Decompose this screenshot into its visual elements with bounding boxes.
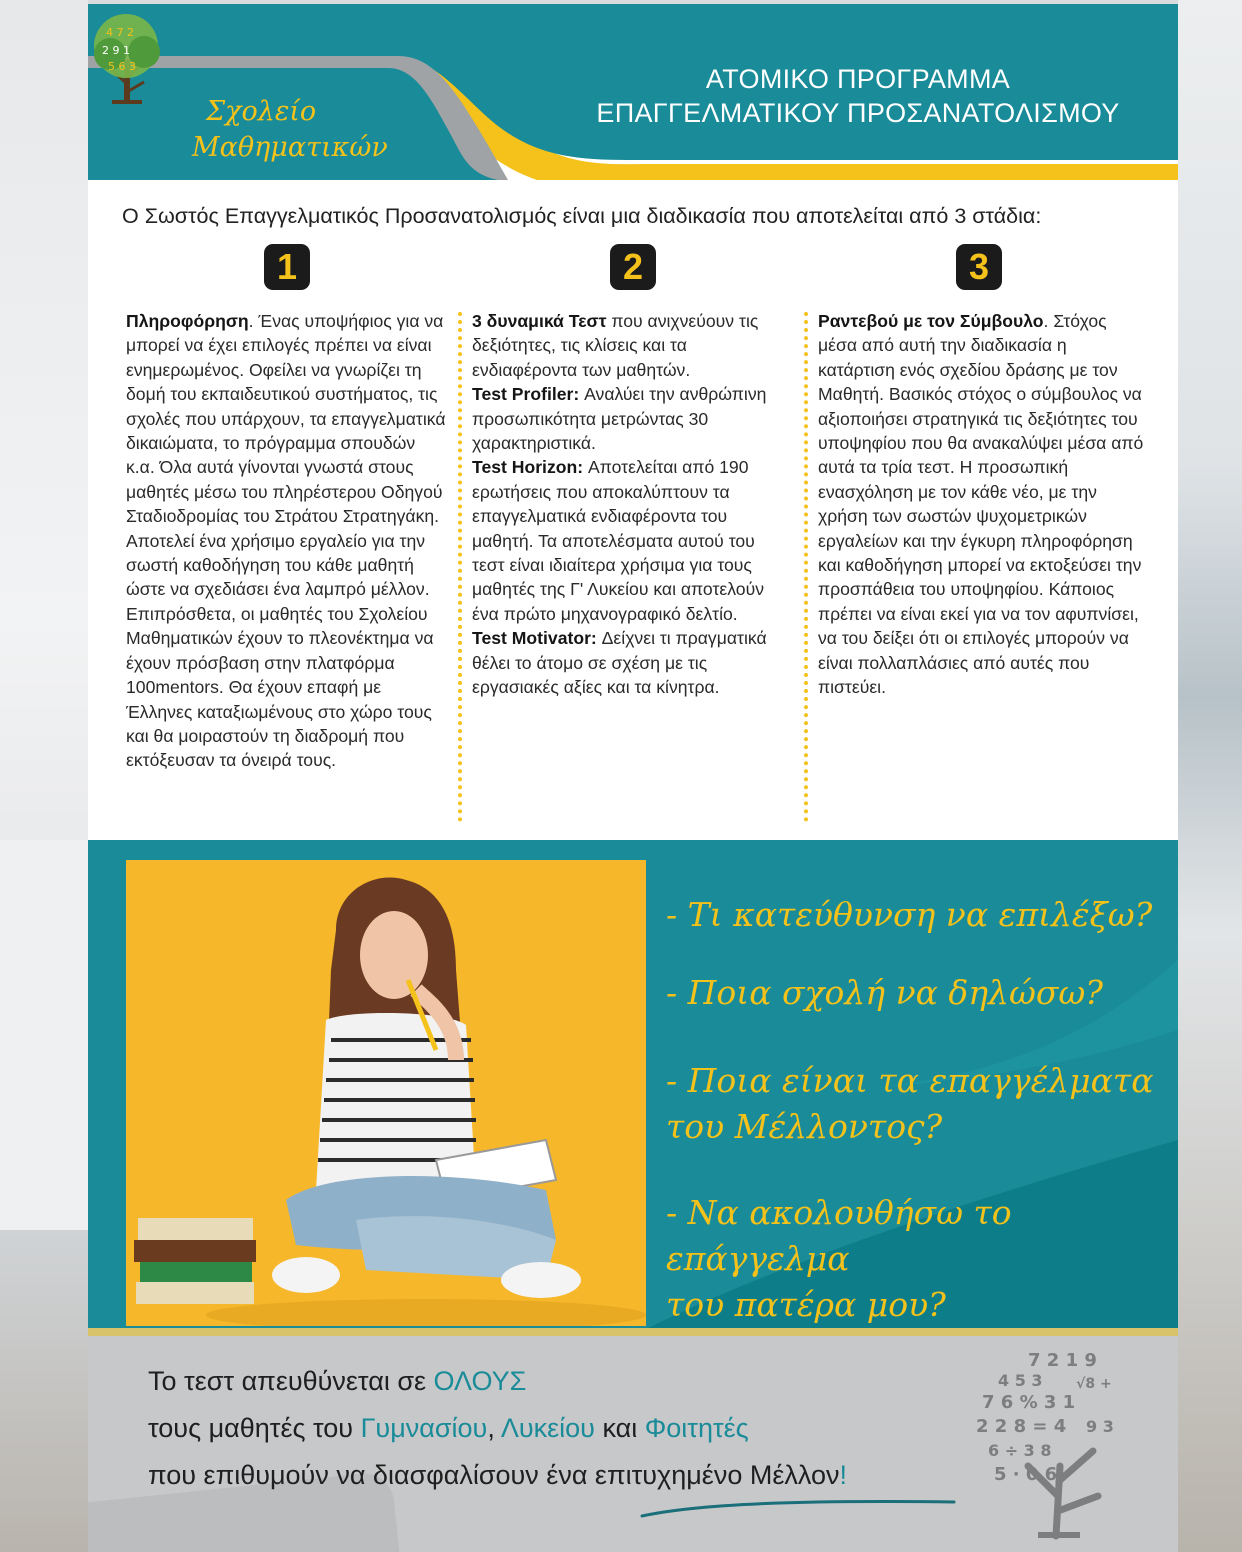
svg-text:9 3: 9 3 bbox=[1086, 1417, 1114, 1436]
audience-line-1-text: Το τεστ απευθύνεται σε bbox=[148, 1366, 434, 1396]
stage-3-badge: 3 bbox=[956, 244, 1002, 290]
intro-text: Ο Σωστός Επαγγελματικός Προσανατολισμός είναι μια διαδικασία που αποτελείται από 3 στάδια: bbox=[122, 204, 1042, 228]
background-left bbox=[0, 0, 88, 1552]
svg-text:6 ÷ 3 8: 6 ÷ 3 8 bbox=[988, 1441, 1052, 1460]
svg-text:4 5 3: 4 5 3 bbox=[998, 1371, 1043, 1390]
stage-1-column bbox=[126, 309, 446, 773]
title-line-1: ΑΤΟΜΙΚΟ ΠΡΟΓΡΑΜΜΑ bbox=[705, 64, 1011, 94]
audience-line-2-text: τους μαθητές του bbox=[148, 1413, 361, 1443]
question-3-line-1: - Ποια είναι τα επαγγέλματα bbox=[666, 1061, 1154, 1100]
stage-2-badge: 2 bbox=[610, 244, 656, 290]
logo-line-2: Μαθηματικών bbox=[192, 132, 388, 163]
flyer-page bbox=[88, 4, 1178, 1552]
title-line-2: ΕΠΑΓΓΕΛΜΑΤΙΚΟΥ ΠΡΟΣΑΝΑΤΟΛΙΣΜΟΥ bbox=[596, 98, 1120, 128]
underline-swoosh bbox=[638, 1494, 958, 1524]
audience-line-3 bbox=[148, 1452, 847, 1499]
test-profiler-desc: Αναλύει την ανθρώπινη προσωπικότητα μετρώντας 30 χαρακτηριστικά. bbox=[472, 384, 767, 454]
audience-and: και bbox=[594, 1413, 645, 1443]
stage-3-column bbox=[818, 309, 1148, 700]
svg-text:2 2 8 = 4: 2 2 8 = 4 bbox=[976, 1416, 1067, 1437]
question-1: - Τι κατεύθυνση να επιλέξω? bbox=[666, 895, 1153, 934]
question-3-line-2: του Μέλλοντος? bbox=[666, 1107, 943, 1146]
audience-line-2 bbox=[148, 1405, 847, 1452]
test-horizon-desc: Αποτελείται από 190 ερωτήσεις που αποκαλύπτουν τα επαγγελματικά ενδιαφέροντα του μαθητή. Τα αποτελέσματα αυτού του τεστ είναι ιδιαίτερα χρήσιμα για τους μαθητές της Γ' Λυκείου και αποτελούν ένα πρώτο μηχανογραφικό δελτίο. bbox=[472, 457, 764, 624]
svg-text:5 · 0 6: 5 · 0 6 bbox=[994, 1464, 1058, 1485]
logo-text bbox=[192, 94, 388, 166]
audience-students: Φοιτητές bbox=[644, 1413, 749, 1443]
stage-1-lead: Πληροφόρηση bbox=[126, 311, 249, 331]
questions-section bbox=[88, 840, 1178, 1328]
test-motivator-desc: Δείχνει τι πραγματικά θέλει το άτομο σε σχέση με τις εργασιακές αξίες και τα κίνητρα. bbox=[472, 628, 767, 698]
svg-text:4 7 2: 4 7 2 bbox=[106, 26, 134, 39]
question-3 bbox=[666, 1058, 1153, 1150]
stage-1-badge: 1 bbox=[264, 244, 310, 290]
audience-gymnasium: Γυμνασίου bbox=[360, 1413, 488, 1443]
student-photo bbox=[126, 860, 646, 1326]
logo-line-1: Σχολείο bbox=[206, 96, 317, 127]
stage-3-text: . Στόχος μέσα από αυτή την διαδικασία η κατάρτιση ενός σχεδίου δράσης με τον Μαθητή. Βασικός στόχος ο σύμβουλος να αξιοποιήσει στρατηγικά τις δεξιότητες του υποψηφίου που θα ανακαλύψει μέσα από αυτά τα τρία τεστ. Η προσωπική ενασχόληση με τον κάθε νέο, με την χρήση των σωστών ψυχομετρικών εργαλείων και την έγκυρη πληροφόρηση και καθοδήγηση μπορεί να εκτοξεύσει την προσπάθεια του υποψηφίου. Κάποιος πρέπει να είναι εκεί για να τον αφυπνίσει, να του δείξει ότι οι επιλογές μπορούν να είναι πολλαπλάσιες από αυτές που πιστεύει. bbox=[818, 311, 1144, 698]
column-divider-1 bbox=[458, 312, 462, 822]
audience-line-3-text: που επιθυμούν να διασφαλίσουν ένα επιτυχημένο Μέλλον bbox=[148, 1460, 840, 1490]
header bbox=[88, 4, 1178, 199]
stage-3-lead: Ραντεβού με τον Σύμβουλο bbox=[818, 311, 1044, 331]
question-2: - Ποια σχολή να δηλώσω? bbox=[666, 973, 1103, 1012]
audience-exclamation: ! bbox=[839, 1460, 847, 1490]
stage-1-text: . Ένας υποψήφιος για να μπορεί να έχει επιλογές πρέπει να είναι ενημερωμένος. Οφείλει να γνωρίζει τη δομή του εκπαιδευτικού συστήματος, τις σχολές που υπάρχουν, τα επαγγελματικά δικαιώματα, το πρόγραμμα σπουδών κ.α. Όλα αυτά γίνονται γνωστά στους μαθητές μέσω του πληρέστερου Οδηγού Σταδιοδρομίας του Στράτου Στρατηγάκη. Αποτελεί ένα χρήσιμο εργαλείο για την σωστή καθοδήγηση του κάθε μαθητή ώστε να σχεδιάσει ένα λαμπρό μέλλον. Επιπρόσθετα, οι μαθητές του Σχολείου Μαθηματικών έχουν το πλεονέκτημα να έχουν πρόσβαση στην πλατφόρμα 100mentors. Θα έχουν επαφή με Έλληνες καταξιωμένους στο χώρο τους και θα μοιραστούν τη διαδρομή που εκτόξευσαν τα όνειρά τους. bbox=[126, 311, 446, 771]
audience-section bbox=[88, 1328, 1178, 1552]
audience-lyceum: Λυκείου bbox=[500, 1413, 595, 1443]
stage-2-text: που ανιχνεύουν τις δεξιότητες, τις κλίσεις και τα ενδιαφέροντα των μαθητών. bbox=[472, 311, 759, 380]
background-left-panel bbox=[0, 840, 88, 1230]
background-right bbox=[1178, 0, 1242, 1552]
svg-text:7 6 % 3 1: 7 6 % 3 1 bbox=[982, 1392, 1076, 1413]
audience-line-1 bbox=[148, 1358, 847, 1405]
question-4 bbox=[666, 1190, 1178, 1328]
column-divider-2 bbox=[804, 312, 808, 822]
audience-all: ΟΛΟΥΣ bbox=[433, 1366, 527, 1396]
number-tree-icon bbox=[968, 1346, 1148, 1546]
audience-text bbox=[148, 1358, 847, 1499]
stage-2-column bbox=[472, 309, 792, 700]
test-profiler-name: Test Profiler: bbox=[472, 384, 580, 405]
page-title bbox=[558, 62, 1158, 130]
student-illustration bbox=[126, 860, 646, 1326]
svg-text:5 6 3: 5 6 3 bbox=[108, 60, 136, 73]
stage-2-lead: 3 δυναμικά Τεστ bbox=[472, 311, 607, 331]
question-4-line-1: - Να ακολουθήσω το επάγγελμα bbox=[666, 1193, 1012, 1278]
bottom-top-band bbox=[88, 1328, 1178, 1336]
audience-comma: , bbox=[487, 1413, 501, 1443]
svg-text:7 2 1 9: 7 2 1 9 bbox=[1028, 1350, 1097, 1371]
question-4-line-2: του πατέρα μου? bbox=[666, 1285, 946, 1324]
svg-text:√8 +: √8 + bbox=[1076, 1376, 1112, 1392]
test-motivator-name: Test Motivator: bbox=[472, 628, 597, 649]
test-horizon-name: Test Horizon: bbox=[472, 457, 584, 478]
svg-text:2 9 1: 2 9 1 bbox=[102, 44, 130, 57]
